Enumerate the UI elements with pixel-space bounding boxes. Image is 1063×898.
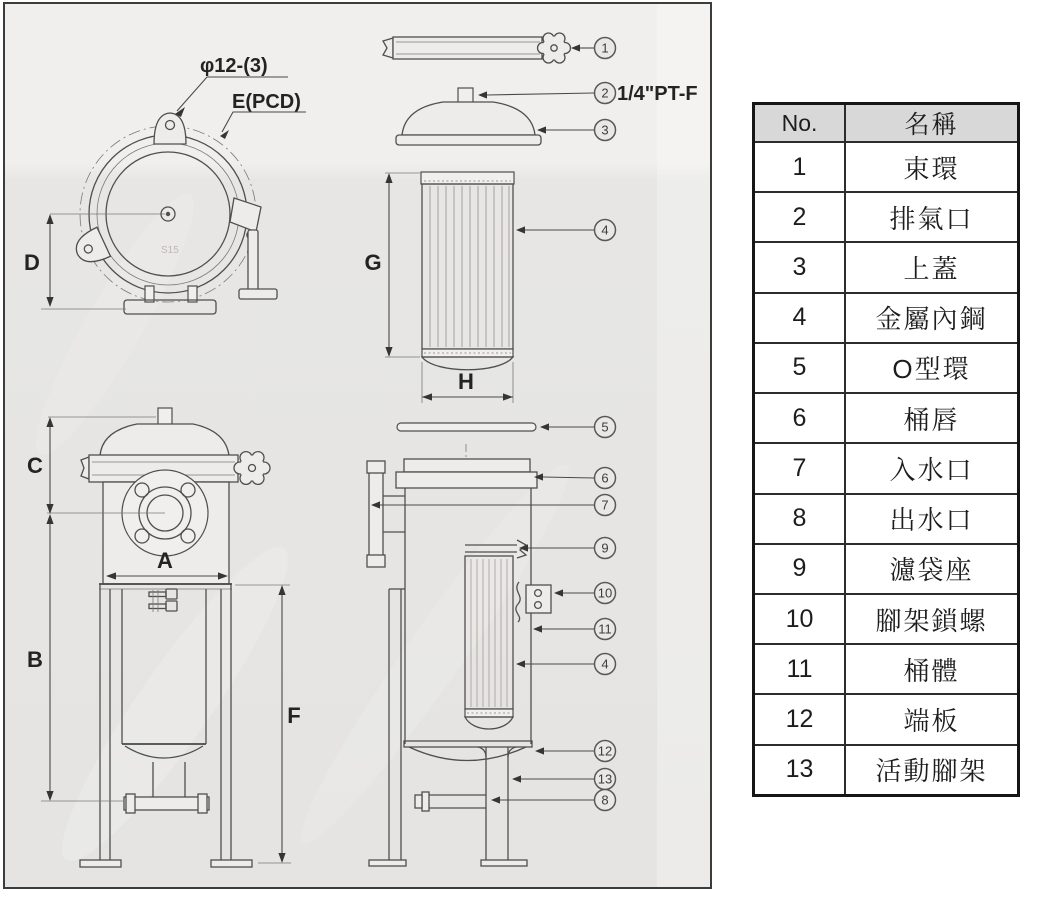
part-name-cell: 上蓋 — [845, 242, 1019, 292]
leader-arrow-8 — [491, 796, 500, 803]
part-no-cell: 4 — [754, 293, 846, 343]
leader-arrow-11 — [533, 625, 542, 632]
clamp-latch — [230, 198, 277, 299]
lid-base-flange — [396, 135, 541, 145]
svg-text:8: 8 — [601, 792, 609, 808]
table-row — [754, 694, 1019, 744]
part-no-cell: 3 — [754, 242, 846, 292]
callout-9 — [595, 538, 616, 559]
bolt-label: φ12-(3) — [200, 55, 268, 77]
table-row — [754, 745, 1019, 796]
table-row — [754, 594, 1019, 644]
lip-upper-ring — [404, 459, 530, 472]
callout-2 — [595, 83, 616, 104]
callout-5 — [595, 417, 616, 438]
clamp-left-cap — [383, 38, 393, 58]
svg-text:7: 7 — [601, 497, 609, 513]
leader-arrow-3 — [537, 126, 546, 133]
callout-6 — [595, 468, 616, 489]
part-no-cell: 10 — [754, 594, 846, 644]
leader-arrow-10 — [554, 589, 563, 596]
pcd-label-group — [220, 91, 306, 139]
header-name: 名稱 — [845, 104, 1019, 143]
front-view — [27, 408, 301, 867]
svg-text:1: 1 — [601, 40, 609, 56]
oring-view — [397, 417, 616, 438]
dim-h-label: H — [458, 369, 474, 394]
basket-mesh-shape — [422, 184, 513, 349]
clamp-handwheel — [538, 33, 571, 63]
parts-table — [752, 102, 1020, 797]
part-name-cell: 端板 — [845, 694, 1019, 744]
leader-line-2 — [487, 93, 594, 95]
part-no-cell: 11 — [754, 644, 846, 694]
front-dome — [100, 424, 229, 456]
front-clamp-left-cap — [81, 457, 89, 479]
oring-shape — [397, 423, 536, 431]
svg-text:6: 6 — [601, 470, 609, 486]
lug-top — [154, 113, 186, 144]
part-no-cell: 6 — [754, 393, 846, 443]
callout-3 — [595, 120, 616, 141]
part-name-cell: 金屬內鋼 — [845, 293, 1019, 343]
center-dot — [166, 212, 170, 216]
table-row — [754, 192, 1019, 242]
front-leg-screws — [149, 589, 177, 612]
table-row — [754, 644, 1019, 694]
lug-lower-left — [71, 227, 111, 268]
callout-4 — [595, 220, 616, 241]
basket-bottom-band — [422, 349, 513, 357]
callout-12 — [595, 741, 616, 762]
lid-view — [396, 83, 698, 146]
part-no-cell: 5 — [754, 343, 846, 393]
basket-view — [364, 172, 615, 403]
part-name-cell: 束環 — [845, 142, 1019, 192]
part-name-cell: 桶唇 — [845, 393, 1019, 443]
callout-10 — [595, 583, 616, 604]
leg-lock-bracket — [516, 582, 551, 622]
dim-h — [422, 362, 513, 403]
dim-a-label: A — [157, 548, 173, 573]
clamp-band-shape — [393, 37, 542, 59]
table-row — [754, 443, 1019, 493]
header-row — [754, 104, 1019, 143]
clamp-band-view — [383, 33, 616, 63]
lip-lower-ring — [396, 472, 537, 488]
leader-arrow-12 — [535, 747, 544, 754]
callout-11 — [595, 619, 616, 640]
part-name-cell: 活動腳架 — [845, 745, 1019, 796]
part-name-cell: 桶體 — [845, 644, 1019, 694]
part-no-cell: 12 — [754, 694, 846, 744]
table-row — [754, 544, 1019, 594]
dim-g-label: G — [364, 250, 382, 275]
svg-text:2: 2 — [601, 85, 609, 101]
parts-table-header — [754, 104, 1019, 143]
callout-4b — [595, 654, 616, 675]
part-name-cell: 排氣口 — [845, 192, 1019, 242]
front-vent-port — [158, 408, 172, 426]
pcd-label: E(PCD) — [232, 91, 301, 113]
svg-text:11: 11 — [598, 621, 612, 637]
leader-arrow-1 — [571, 44, 580, 51]
svg-text:3: 3 — [601, 122, 609, 138]
part-name-cell: 濾袋座 — [845, 544, 1019, 594]
callout-13 — [595, 769, 616, 790]
basket-collar — [421, 172, 514, 184]
svg-text:13: 13 — [597, 771, 613, 787]
part-no-cell: 13 — [754, 745, 846, 796]
lid-dome-shape — [402, 102, 535, 135]
part-name-cell: 出水口 — [845, 494, 1019, 544]
leader-arrow-5 — [540, 423, 549, 430]
dim-f-label: F — [287, 703, 301, 728]
parts-table-body — [754, 142, 1019, 796]
vent-spec-label: 1/4"PT-F — [617, 83, 698, 105]
front-handwheel — [234, 452, 270, 485]
part-name-cell: 入水口 — [845, 443, 1019, 493]
leader-arrow-4 — [516, 226, 525, 233]
technical-drawing — [5, 4, 710, 887]
svg-text:4: 4 — [601, 656, 609, 672]
leader-arrow-2 — [478, 91, 487, 98]
svg-text:4: 4 — [601, 222, 609, 238]
part-no-cell: 2 — [754, 192, 846, 242]
svg-text:12: 12 — [597, 743, 613, 759]
leader-arrow-13 — [512, 775, 521, 782]
header-no: No. — [754, 104, 846, 143]
table-row — [754, 393, 1019, 443]
part-no-cell: 9 — [754, 544, 846, 594]
pcd-leader-line — [222, 112, 306, 132]
basket-bottom-dome — [422, 357, 513, 370]
table-row — [754, 494, 1019, 544]
leader-arrow-4b — [516, 660, 525, 667]
table-row — [754, 293, 1019, 343]
drawing-panel — [3, 2, 712, 889]
table-row — [754, 142, 1019, 192]
table-row — [754, 343, 1019, 393]
part-name-cell: 腳架鎖螺 — [845, 594, 1019, 644]
dim-c-label: C — [27, 453, 43, 478]
callout-7 — [595, 495, 616, 516]
parts-table-wrap — [752, 102, 1020, 797]
part-no-cell: 7 — [754, 443, 846, 493]
table-row — [754, 242, 1019, 292]
svg-text:5: 5 — [601, 419, 609, 435]
dim-b-label: B — [27, 647, 43, 672]
part-no-cell: 1 — [754, 142, 846, 192]
dim-d-label: D — [24, 250, 40, 275]
callout-8 — [595, 790, 616, 811]
pcd-leader-arrow — [220, 130, 229, 139]
svg-text:10: 10 — [597, 585, 613, 601]
svg-text:9: 9 — [601, 540, 609, 556]
callout-1 — [595, 38, 616, 59]
watermark-text: S15 — [161, 245, 179, 256]
part-name-cell: O型環 — [845, 343, 1019, 393]
dim-g — [364, 173, 420, 357]
part-no-cell: 8 — [754, 494, 846, 544]
